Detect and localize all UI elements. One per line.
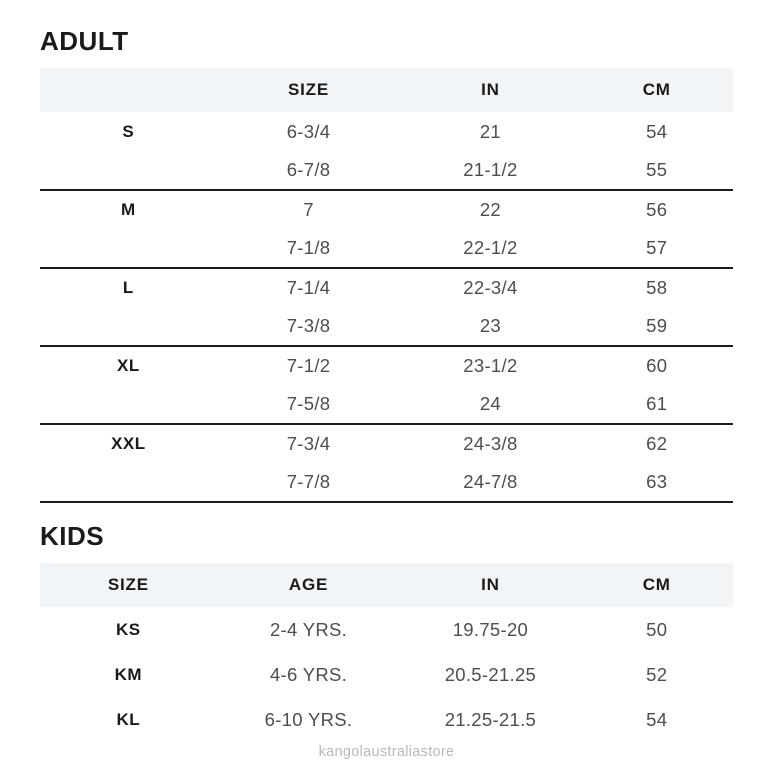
- inches-cell: 21-1/2: [400, 151, 580, 190]
- size-group-label-blank: [40, 307, 217, 346]
- size-group-label: XXL: [111, 434, 146, 453]
- kids-column-header-size: SIZE: [40, 563, 217, 607]
- kids-column-header-age: AGE: [217, 563, 401, 607]
- cm-cell: 56: [646, 199, 668, 220]
- age-cell: 4-6 YRS.: [269, 663, 348, 685]
- kids-header-row: [40, 563, 733, 607]
- table-row: [40, 151, 733, 190]
- cm-cell: 54: [646, 120, 668, 142]
- cm-cell: 63: [581, 463, 733, 502]
- inches-cell: 24: [400, 385, 580, 424]
- cm-cell: 54: [646, 708, 668, 730]
- inches-cell: 23: [400, 307, 580, 346]
- store-watermark: kangolaustraliastore: [318, 744, 455, 760]
- size-cell: 6-3/4: [286, 120, 331, 142]
- cm-cell: 50: [646, 618, 668, 640]
- inches-cell: 21: [479, 120, 502, 142]
- cm-cell: 59: [581, 307, 733, 346]
- kids-size-label: KL: [116, 709, 141, 729]
- size-cell: 7-1/2: [286, 355, 331, 376]
- size-group-label: M: [121, 200, 136, 219]
- size-cell: 6-7/8: [217, 151, 401, 190]
- inches-cell: 24-7/8: [400, 463, 580, 502]
- size-group-label: S: [122, 121, 135, 141]
- table-row: [40, 346, 733, 385]
- cm-cell: 62: [646, 433, 668, 454]
- size-cell: 7-3/8: [217, 307, 401, 346]
- table-row: [40, 424, 733, 463]
- size-group-label-blank: [40, 229, 217, 268]
- kids-section-title: KIDS: [40, 521, 105, 551]
- size-cell: 7-5/8: [217, 385, 401, 424]
- size-group-label-blank: [40, 151, 217, 190]
- table-row: [40, 307, 733, 346]
- table-row: [40, 268, 733, 307]
- age-cell: 2-4 YRS.: [269, 618, 348, 640]
- size-group-label-blank: [40, 463, 217, 502]
- cm-cell: 55: [581, 151, 733, 190]
- kids-column-header-cm: CM: [581, 563, 733, 607]
- adult-section-title: ADULT: [40, 26, 129, 56]
- inches-cell: 22-1/2: [400, 229, 580, 268]
- adult-column-header-in: IN: [400, 68, 580, 112]
- kids-size-label: KS: [116, 619, 141, 639]
- table-row: [40, 463, 733, 502]
- adult-header-row: [40, 68, 733, 112]
- table-row: [40, 385, 733, 424]
- cm-cell: 61: [581, 385, 733, 424]
- kids-size-label: KM: [114, 664, 143, 684]
- adult-column-header-blank: [40, 68, 217, 112]
- cm-cell: 60: [646, 355, 668, 376]
- adult-column-header-size: SIZE: [217, 68, 401, 112]
- size-cell: 7-1/4: [286, 277, 331, 298]
- table-row: [40, 190, 733, 229]
- table-row: [40, 229, 733, 268]
- inches-cell: 19.75-20: [452, 618, 529, 640]
- table-row: [40, 697, 733, 742]
- inches-cell: 22: [479, 199, 502, 220]
- age-cell: 6-10 YRS.: [264, 708, 353, 730]
- table-row: [40, 607, 733, 652]
- size-group-label-blank: [40, 385, 217, 424]
- adult-column-header-cm: CM: [581, 68, 733, 112]
- size-cell: 7-1/8: [217, 229, 401, 268]
- inches-cell: 23-1/2: [463, 355, 518, 376]
- cm-cell: 52: [646, 663, 668, 685]
- size-group-label: XL: [116, 356, 140, 375]
- adult-size-table: [40, 68, 733, 503]
- cm-cell: 58: [646, 277, 668, 298]
- size-cell: 7-3/4: [286, 433, 331, 454]
- size-cell: 7-7/8: [217, 463, 401, 502]
- size-group-label: L: [122, 278, 134, 297]
- kids-column-header-in: IN: [400, 563, 580, 607]
- inches-cell: 21.25-21.5: [444, 708, 537, 730]
- inches-cell: 22-3/4: [463, 277, 518, 298]
- kids-size-table: [40, 563, 733, 742]
- cm-cell: 57: [581, 229, 733, 268]
- table-row: [40, 112, 733, 151]
- inches-cell: 20.5-21.25: [444, 663, 537, 685]
- table-row: [40, 652, 733, 697]
- size-cell: 7: [303, 199, 314, 220]
- inches-cell: 24-3/8: [463, 433, 518, 454]
